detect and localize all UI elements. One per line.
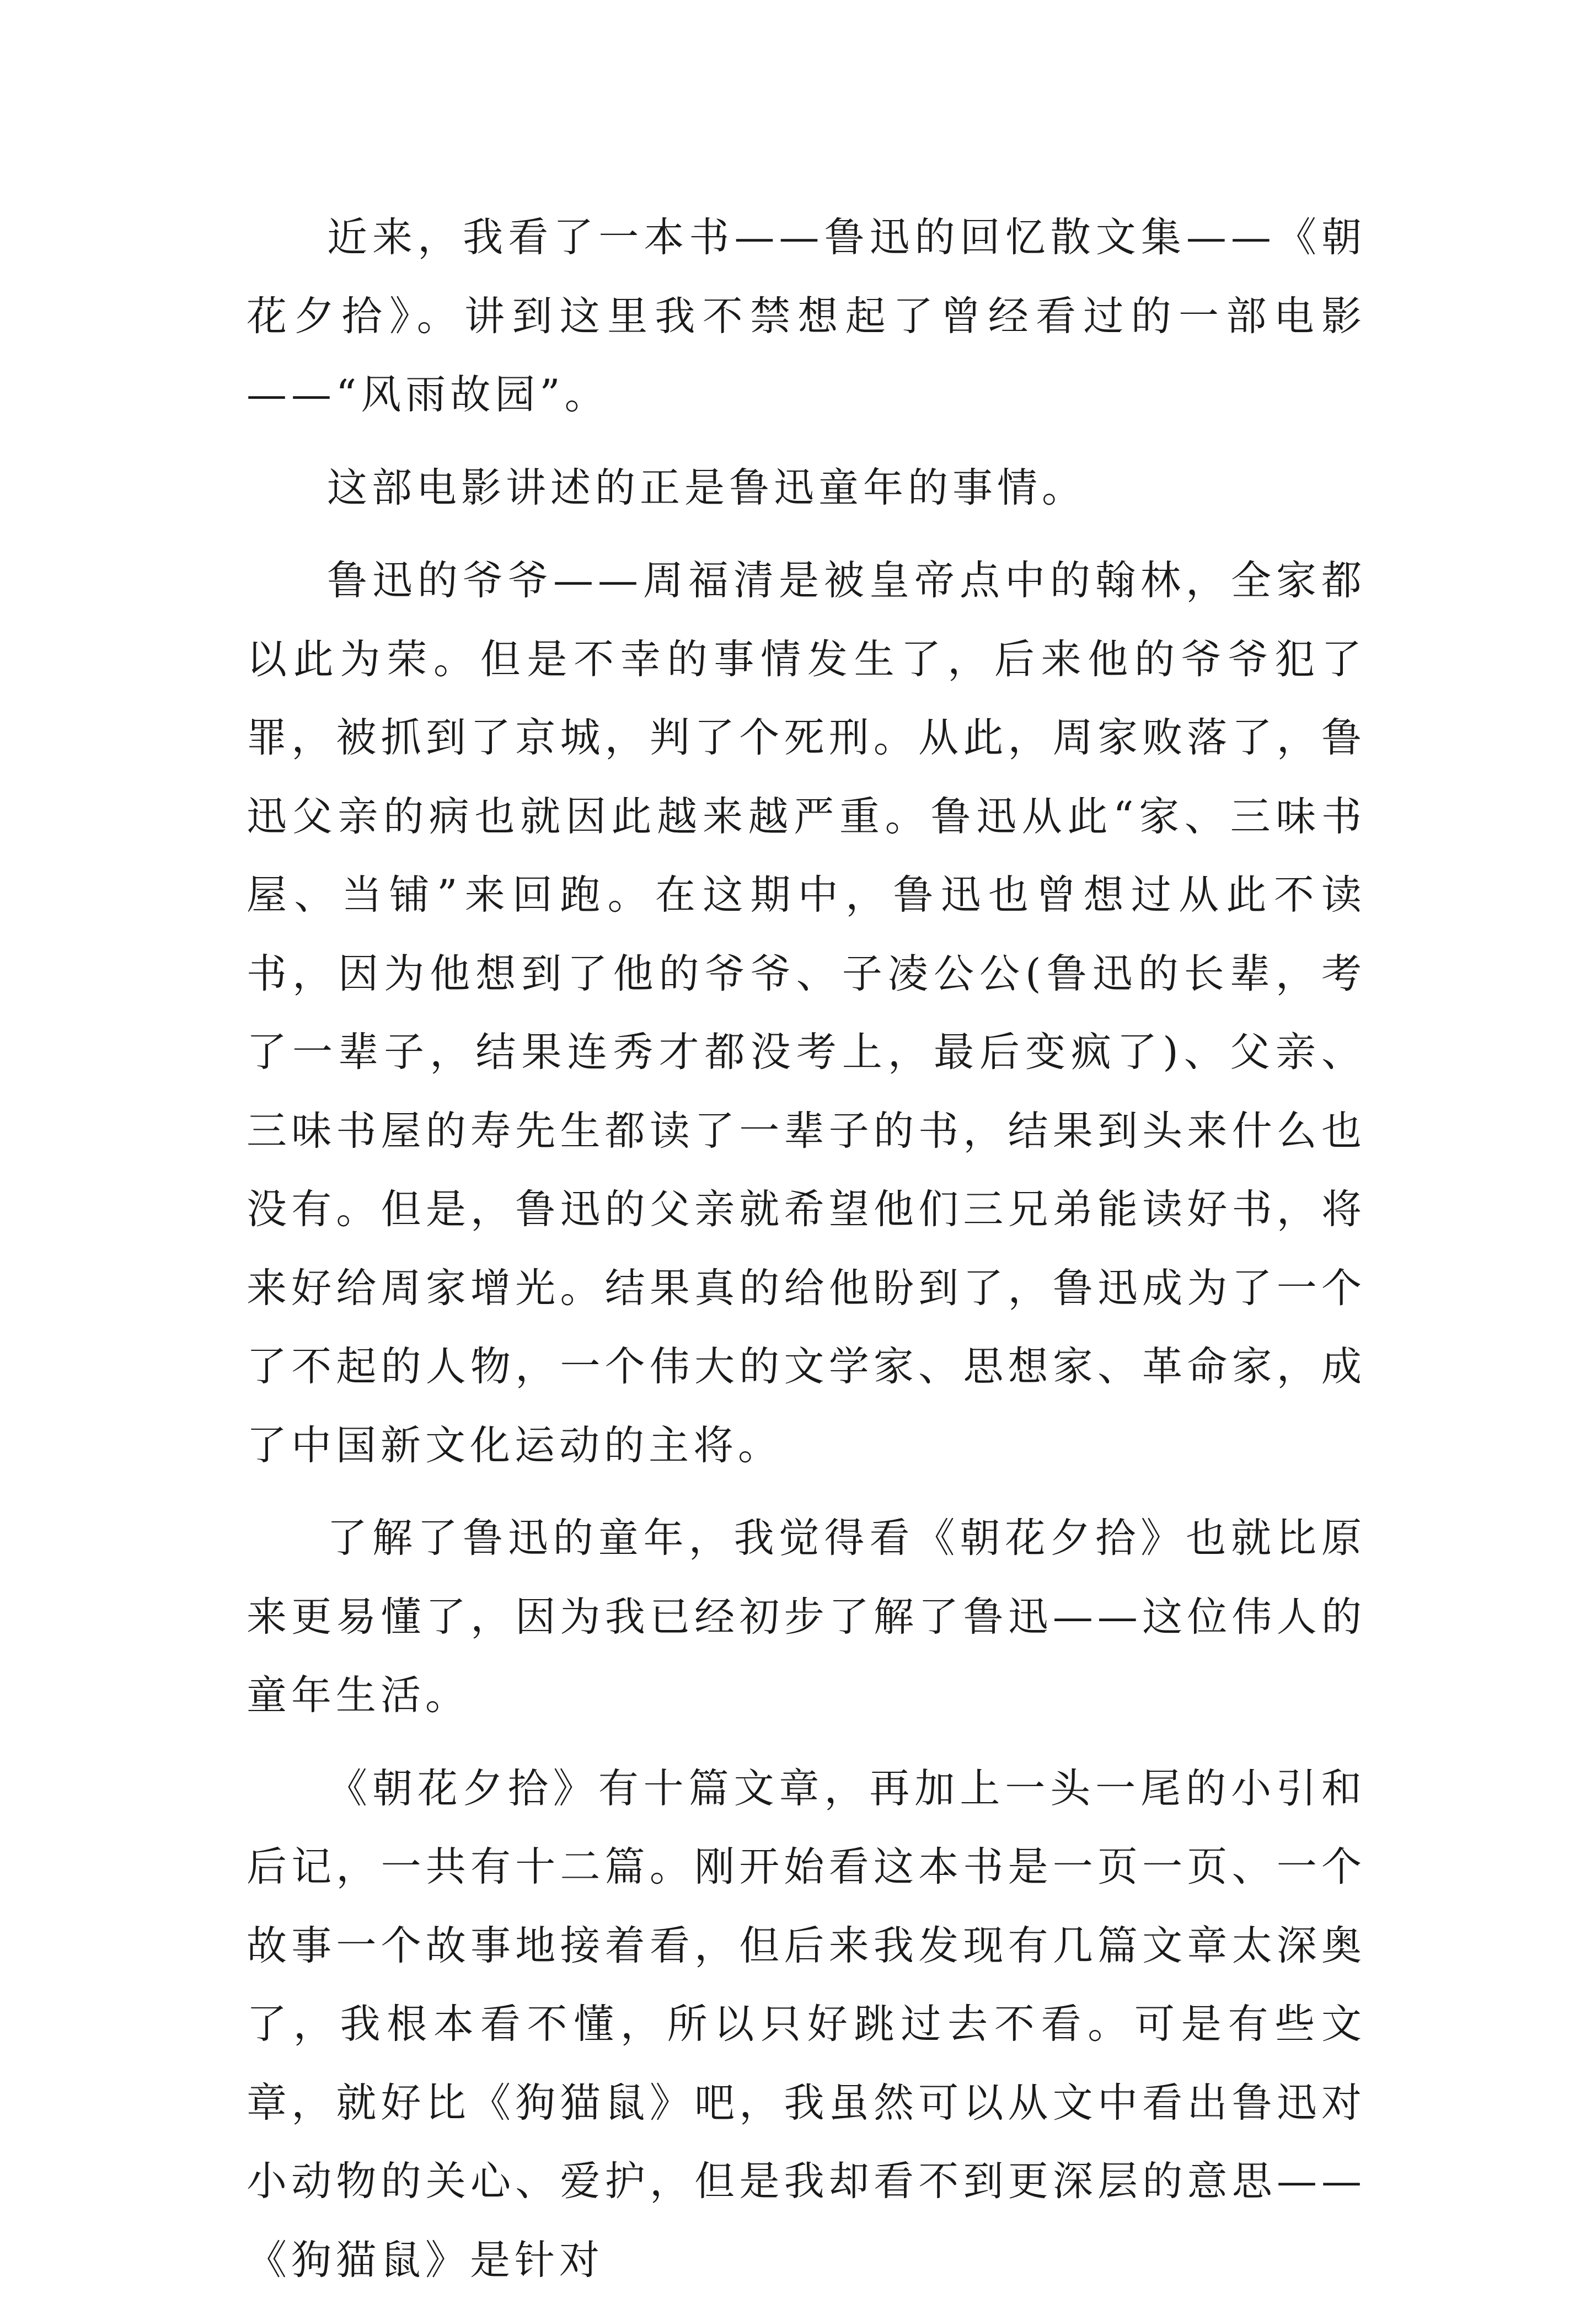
paragraph-5: 《朝花夕拾》有十篇文章，再加上一头一尾的小引和后记，一共有十二篇。刚开始看这本书是一页一页、一个故事一个故事地接着看，但后来我发现有几篇文章太深奥了，我根本看不懂，所以只好跳过去不看。可是有些文章，就好比《狗猫鼠》吧，我虽然可以从文中看出鲁迅对小动物的关心、爱护，但是我却看不到更深层的意思——《狗猫鼠》是针对 — [247, 1765, 1366, 2284]
paragraph-4: 了解了鲁迅的童年，我觉得看《朝花夕拾》也就比原来更易懂了，因为我已经初步了解了鲁迅——这位伟人的童年生活。 — [247, 1515, 1366, 1719]
paragraph-1: 近来，我看了一本书——鲁迅的回忆散文集——《朝花夕拾》。讲到这里我不禁想起了曾经看过的一部电影——“风雨故园”。 — [247, 214, 1366, 418]
document-body — [247, 199, 1366, 2314]
paragraph-3: 鲁迅的爷爷——周福清是被皇帝点中的翰林，全家都以此为荣。但是不幸的事情发生了，后来他的爷爷犯了罪，被抓到了京城，判了个死刑。从此，周家败落了，鲁迅父亲的病也就因此越来越严重。鲁迅从此“家、三味书屋、当铺”来回跑。在这期中，鲁迅也曾想过从此不读书，因为他想到了他的爷爷、子凌公公(鲁迅的长辈，考了一辈子，结果连秀才都没考上，最后变疯了)、父亲、三味书屋的寿先生都读了一辈子的书，结果到头来什么也没有。但是，鲁迅的父亲就希望他们三兄弟能读好书，将来好给周家增光。结果真的给他盼到了，鲁迅成为了一个了不起的人物，一个伟大的文学家、思想家、革命家，成了中国新文化运动的主将。 — [247, 557, 1366, 1469]
paragraph-2: 这部电影讲述的正是鲁迅童年的事情。 — [327, 464, 1086, 511]
